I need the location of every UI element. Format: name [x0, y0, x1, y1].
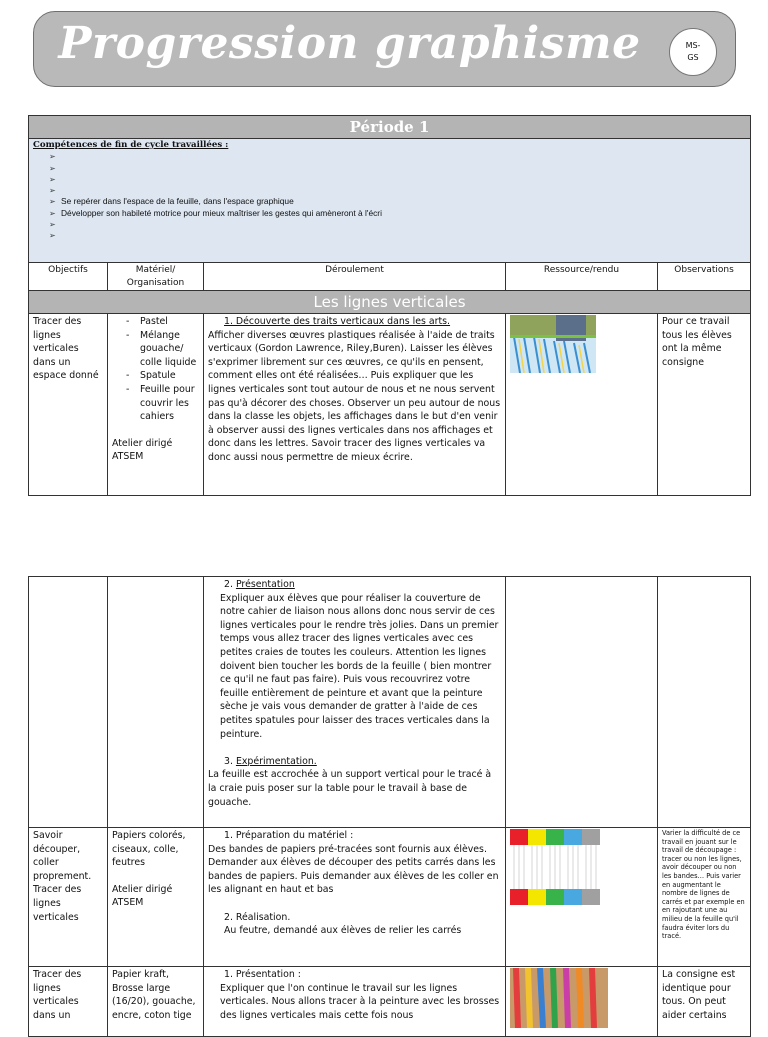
row3-materials-cell	[108, 828, 204, 967]
row1-step-title: 1. Découverte des traits verticaux dans les arts.	[224, 316, 451, 327]
row1-deroulement	[204, 314, 506, 496]
col-header-ressource: Ressource/rendu	[506, 263, 658, 291]
brush-painting-photo	[510, 968, 608, 1028]
competence-item	[49, 174, 746, 185]
step2-title: Présentation	[235, 579, 295, 590]
row3-step2: 2. Réalisation.	[224, 911, 291, 923]
row3-step1: 1. Préparation du matériel :	[224, 830, 354, 841]
row2-materials	[108, 577, 204, 828]
page-title: Progression graphisme	[58, 18, 641, 69]
row3-organisation: Atelier dirigé ATSEM	[112, 883, 173, 909]
competence-item: ➢ Se repérer dans l'espace de la feuille, dans l'espace graphique	[49, 196, 746, 207]
col-header-objectifs: Objectifs	[29, 263, 108, 291]
colored-square	[528, 829, 546, 845]
row1-organisation: Atelier dirigé ATSEM	[112, 437, 173, 463]
competence-item	[49, 230, 746, 241]
colored-square	[564, 829, 582, 845]
row2-resource	[506, 577, 658, 828]
title-banner	[33, 11, 736, 87]
material-item: - Pastel	[126, 315, 199, 329]
row3-step2-text: Au feutre, demandé aux élèves de relier les carrés	[224, 925, 462, 937]
row1-resource	[506, 314, 658, 496]
competence-item: ➢ Développer son habileté motrice pour mieux maîtriser les gestes qui amèneront à l'écri	[49, 208, 746, 219]
period-table	[28, 115, 751, 496]
row2-observation	[658, 577, 751, 828]
row1-text: Afficher diverses œuvres plastiques réalisée à l'aide de traits verticaux (Gordon Lawrence, Riley,Buren). Laisser les élèves s'exprimer librement sur ces œuvres, ce qu'ils en pensent, comment elles ont été réalisées… Puis expliquer que les lignes verticales sont tout autour de nous et ne nous servent pas qu'à décorer des choses. Observer un peu autour de nous dans la classe les objets, les affichages dans le but d'en venir à observer aussi des lignes verticales dans nos affichages et donc dans les lettres. Savoir tracer des lignes verticales va donc aussi nous permettre de mieux écrire.	[208, 329, 501, 463]
material-item: - Feuille pour couvrir les cahiers	[126, 383, 199, 424]
competences-title: Compétences de fin de cycle travaillées :	[33, 140, 229, 150]
row4-objective: Tracer des lignes verticales dans un	[29, 967, 108, 1037]
step3-title: Expérimentation.	[235, 755, 317, 767]
row1-objective: Tracer des lignes verticales dans un espace donné	[29, 314, 108, 496]
continuation-table	[28, 576, 751, 1037]
row3-observation: Varier la difficulté de ce travail en jouant sur le travail de découpage : tracer ou non les lignes, avoir découper ou non les bandes… Puis varier en augmentant le nombre de lignes de carrés et par exemple en en rajoutant une au milieu de la feuille qu'il faudra éviter lors du tracé.	[658, 828, 751, 967]
step2-number: 2.	[224, 579, 233, 590]
row3-objective: Savoir découper, coller proprement. Tracer des lignes verticales	[29, 828, 108, 967]
colored-square	[564, 889, 582, 905]
step2-text: Expliquer aux élèves que pour réaliser la couverture de notre cahier de liaison nous allons donc nous servir de ces lignes verticales pour le rendre très jolies. Dans un premier temps vous allez tracer des lignes verticales avec ces petites craies de toutes les couleurs. Attention les lignes doivent bien toucher les bords de la feuille ( bien montrer ce qu'il ne faut pas faire). Puis vous recouvrirez votre feuille entièrement de peinture et avant que la peinture sèche je vais vous demander de gratter à l'aide de ces petites spatules pour laisser des traces verticales dans la peinture.	[220, 592, 499, 740]
row3-deroulement	[204, 828, 506, 967]
row3-resource	[506, 828, 658, 967]
colored-square	[546, 889, 564, 905]
row3-step1-text: Des bandes de papiers pré-tracées sont fournis aux élèves. Demander aux élèves de découper des petits carrés dans les bandes de papiers. Puis demander aux élèves de les coller en les alignant en haut et bas	[208, 843, 499, 896]
material-item: - Mélange gouache/ colle liquide	[126, 329, 199, 370]
row4-observation: La consigne est identique pour tous. On peut aider certains	[658, 967, 751, 1037]
row4-materials: Papier kraft, Brosse large (16/20), gouache, encre, coton tige	[108, 967, 204, 1037]
level-badge-text: MS- GS	[685, 41, 701, 62]
level-badge	[669, 28, 717, 76]
competences-list	[33, 151, 746, 241]
competence-item	[49, 163, 746, 174]
colored-square	[510, 829, 528, 845]
colored-square	[582, 829, 600, 845]
row2-objective	[29, 577, 108, 828]
col-header-observations: Observations	[658, 263, 751, 291]
row2-deroulement	[204, 577, 506, 828]
competence-item	[49, 185, 746, 196]
colored-square	[546, 829, 564, 845]
row4-step1: 1. Présentation :	[224, 969, 301, 980]
competences-box	[29, 139, 751, 263]
row4-resource	[506, 967, 658, 1037]
row4-deroulement	[204, 967, 506, 1037]
step3-number: 3.	[224, 755, 233, 767]
colored-square	[528, 889, 546, 905]
row4-step1-text: Expliquer que l'on continue le travail sur les lignes verticales. Nous allons tracer à la peinture avec les brosses des lignes verticales mais cette fois nous	[220, 982, 500, 1021]
colored-square	[582, 889, 600, 905]
step3-text: La feuille est accrochée à un support vertical pour le tracé à la craie puis poser sur la table pour le travail à base de gouache.	[208, 769, 492, 808]
colored-squares-image	[510, 829, 606, 909]
row3-materials: Papiers colorés, ciseaux, colle, feutres	[112, 830, 186, 869]
painting-photo	[510, 315, 596, 373]
section-title: Les lignes verticales	[29, 291, 751, 314]
colored-square	[510, 889, 528, 905]
row1-observation: Pour ce travail tous les élèves ont la même consigne	[658, 314, 751, 496]
col-header-deroulement: Déroulement	[204, 263, 506, 291]
row1-materials	[108, 314, 204, 496]
col-header-materiel: Matériel/ Organisation	[108, 263, 204, 291]
material-item: - Spatule	[126, 369, 199, 383]
period-title: Période 1	[29, 116, 751, 139]
competence-item	[49, 151, 746, 162]
competence-item	[49, 219, 746, 230]
